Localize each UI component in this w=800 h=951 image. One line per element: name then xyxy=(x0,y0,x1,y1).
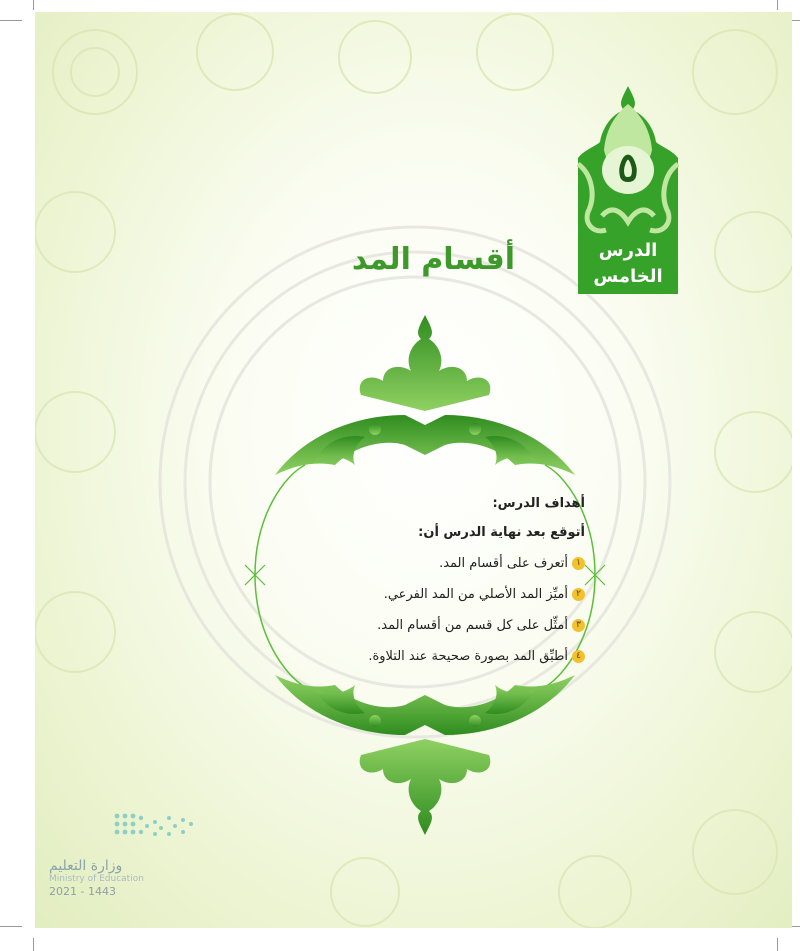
lesson-title: أقسام المد xyxy=(351,242,515,277)
objective-item xyxy=(325,556,585,571)
lesson-badge xyxy=(572,84,684,294)
crop-mark xyxy=(777,0,778,10)
objective-text: أميِّز المد الأصلي من المد الفرعي. xyxy=(383,587,568,602)
lesson-number: ٥ xyxy=(617,144,639,191)
objectives-heading: أهداف الدرس: xyxy=(492,496,585,511)
lesson-label: الدرس xyxy=(598,240,658,261)
ministry-name-ar: وزارة التعليم xyxy=(49,858,123,874)
objectives-subheading: أتوقع بعد نهاية الدرس أن: xyxy=(418,525,585,540)
crop-mark xyxy=(33,938,34,951)
objective-item xyxy=(325,587,585,602)
objective-number: ٢ xyxy=(572,588,585,601)
objective-number: ١ xyxy=(572,557,585,570)
crop-mark xyxy=(33,0,34,10)
objective-text: أتعرف على أقسام المد. xyxy=(439,556,568,571)
objective-text: أمثِّل على كل قسم من أقسام المد. xyxy=(377,618,568,633)
objective-text: أطبِّق المد بصورة صحيحة عند التلاوة. xyxy=(368,649,568,664)
crop-mark xyxy=(777,938,778,951)
lesson-objectives xyxy=(325,496,585,680)
lesson-ordinal: الخامس xyxy=(593,266,663,287)
ministry-name-en: Ministry of Education xyxy=(49,874,144,884)
objective-number: ٤ xyxy=(572,650,585,663)
edition-year: 2021 - 1443 xyxy=(49,885,116,898)
objective-number: ٣ xyxy=(572,619,585,632)
objective-item xyxy=(325,618,585,633)
objective-item xyxy=(325,649,585,664)
textbook-page xyxy=(35,12,792,928)
crop-mark xyxy=(0,20,22,21)
ministry-logo-dots-icon xyxy=(51,808,211,848)
crop-mark xyxy=(0,926,22,927)
